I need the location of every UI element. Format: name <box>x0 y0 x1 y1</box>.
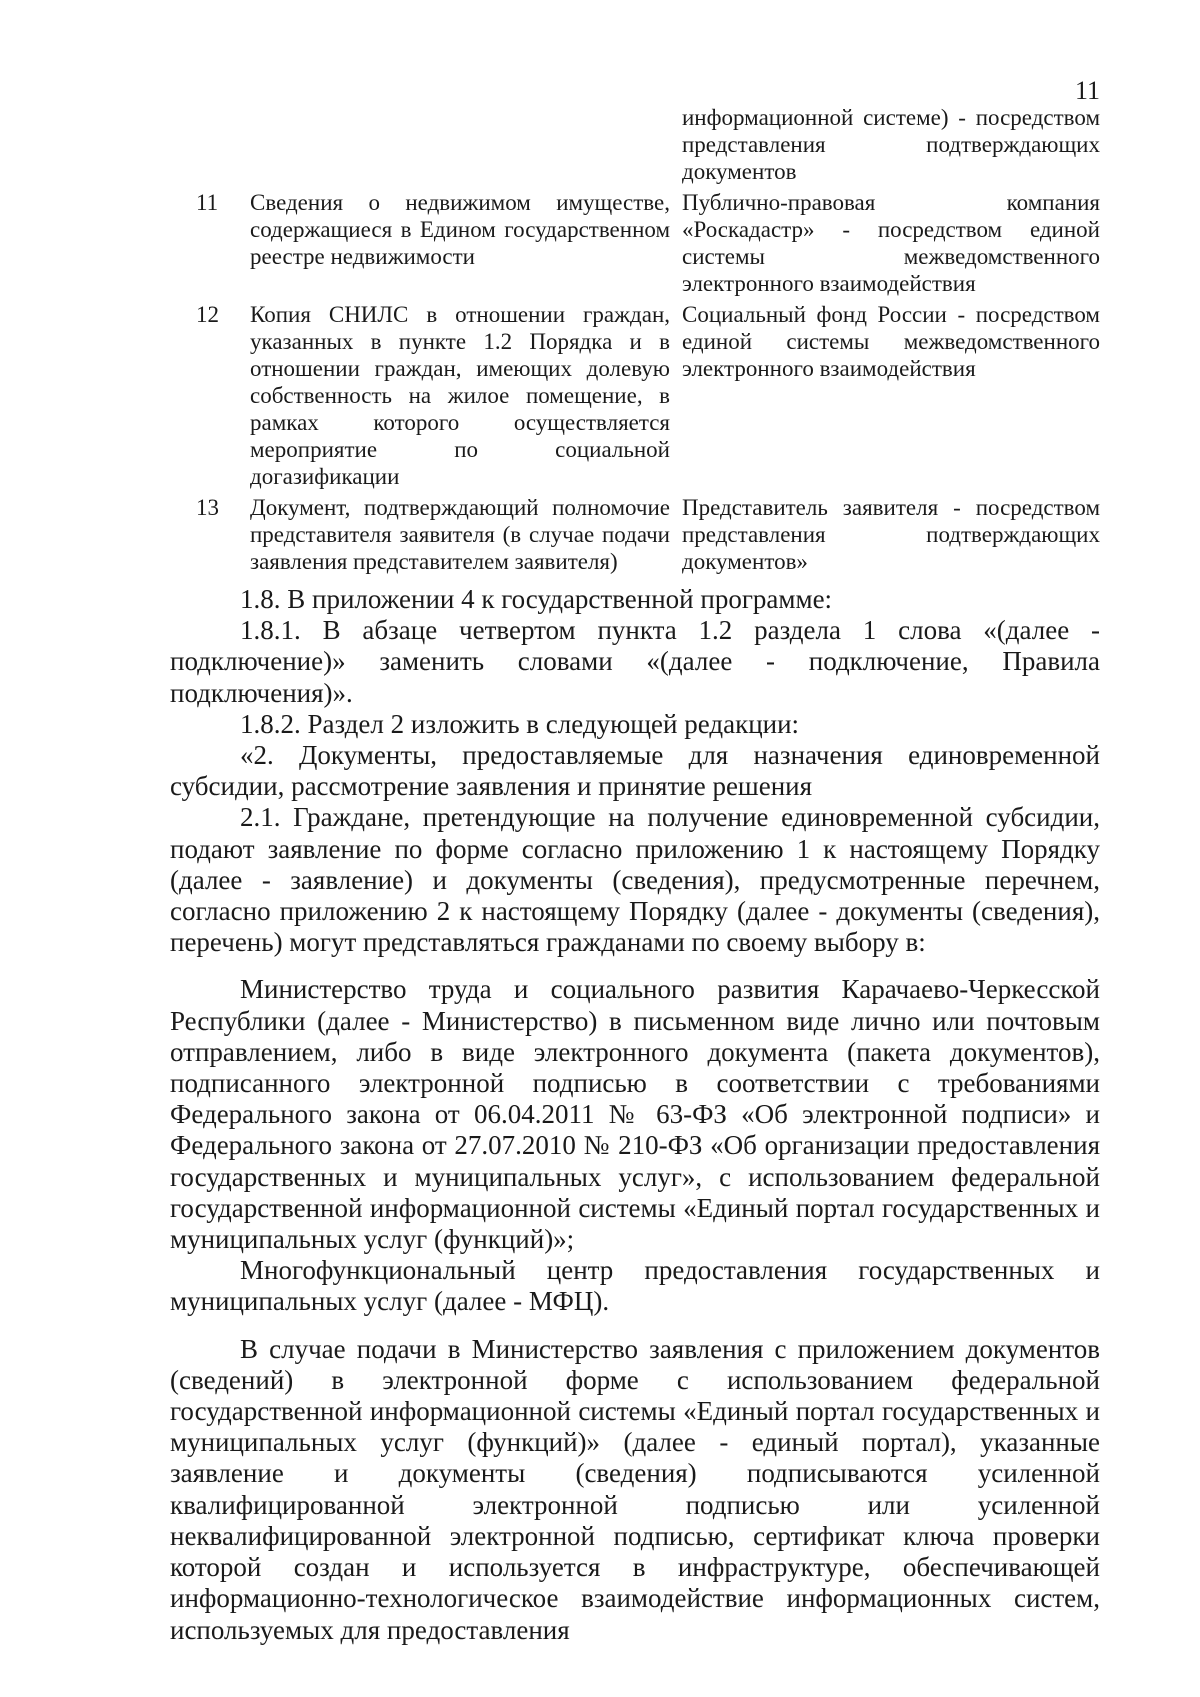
row-source: Социальный фонд России - посредством единой системы межведомственного электронного взаимодействия <box>682 302 1100 381</box>
documents-table <box>170 104 1100 575</box>
table-row <box>170 104 1100 185</box>
row-document: Сведения о недвижимом имуществе, содержащиеся в Едином государственном реестре недвижимости <box>250 190 670 269</box>
row-document <box>250 104 682 185</box>
paragraph: В случае подачи в Министерство заявления с приложением документов (сведений) в электронной форме с использованием федеральной государственной информационной системы «Единый портал государственных и муниципальных услуг (функций)» (далее - единый портал), указанные заявление и документы (сведения) подписываются усиленной квалифицированной электронной подписью или усиленной неквалифицированной электронной подписью, сертификат ключа проверки которой создан и используется в инфраструктуре, обеспечивающей информационно-технологическое взаимодействие информационных систем, используемых для предоставления <box>170 1333 1100 1645</box>
row-number: 11 <box>196 190 219 215</box>
paragraph: 1.8. В приложении 4 к государственной программе: <box>240 584 833 614</box>
row-number <box>170 104 250 185</box>
row-document: Копия СНИЛС в отношении граждан, указанных в пункте 1.2 Порядка и в отношении граждан, имеющих долевую собственность на жилое помещение, в рамках которого осуществляется мероприятие по социальной догазификации <box>250 302 670 489</box>
row-source: информационной системе) - посредством представления подтверждающих документов <box>682 105 1100 184</box>
page-number: 11 <box>1074 76 1100 105</box>
row-source: Представитель заявителя - посредством представления подтверждающих документов» <box>682 495 1100 574</box>
row-number: 12 <box>196 302 219 327</box>
section-heading: «2. Документы, предоставляемые для назначения единовременной субсидии, рассмотрение заявления и принятие решения <box>170 740 1100 802</box>
table-row <box>170 494 1100 575</box>
table-row <box>170 189 1100 297</box>
paragraph: Многофункциональный центр предоставления государственных и муниципальных услуг (далее - МФЦ). <box>170 1255 1100 1317</box>
paragraph: 1.8.1. В абзаце четвертом пункта 1.2 раздела 1 слова «(далее - подключение)» заменить словами «(далее - подключение, Правила подключения)». <box>170 615 1100 708</box>
paragraph: 2.1. Граждане, претендующие на получение единовременной субсидии, подают заявление по форме согласно приложению 1 к настоящему Порядку (далее - заявление) и документы (сведения), предусмотренные перечнем, согласно приложению 2 к настоящему Порядку (далее - документы (сведения), перечень) могут представляться гражданами по своему выбору в: <box>170 802 1100 958</box>
row-source: Публично-правовая компания «Роскадастр» - посредством единой системы межведомственного электронного взаимодействия <box>682 190 1100 296</box>
paragraph: Министерство труда и социального развития Карачаево-Черкесской Республики (далее - Министерство) в письменном виде лично или почтовым отправлением, либо в виде электронного документа (пакета документов), подписанного электронной подписью в соответствии с требованиями Федерального закона от 06.04.2011 № 63-ФЗ «Об электронной подписи» и Федерального закона от 27.07.2010 № 210-ФЗ «Об организации предоставления государственных и муниципальных услуг», с использованием федеральной государственной информационной системы «Единый портал государственных и муниципальных услуг (функций)»; <box>170 974 1100 1255</box>
row-number: 13 <box>196 495 219 520</box>
body-text <box>170 584 1100 1646</box>
table-row <box>170 301 1100 490</box>
paragraph: 1.8.2. Раздел 2 изложить в следующей редакции: <box>240 708 800 739</box>
row-document: Документ, подтверждающий полномочие представителя заявителя (в случае подачи заявления представителем заявителя) <box>250 495 670 574</box>
